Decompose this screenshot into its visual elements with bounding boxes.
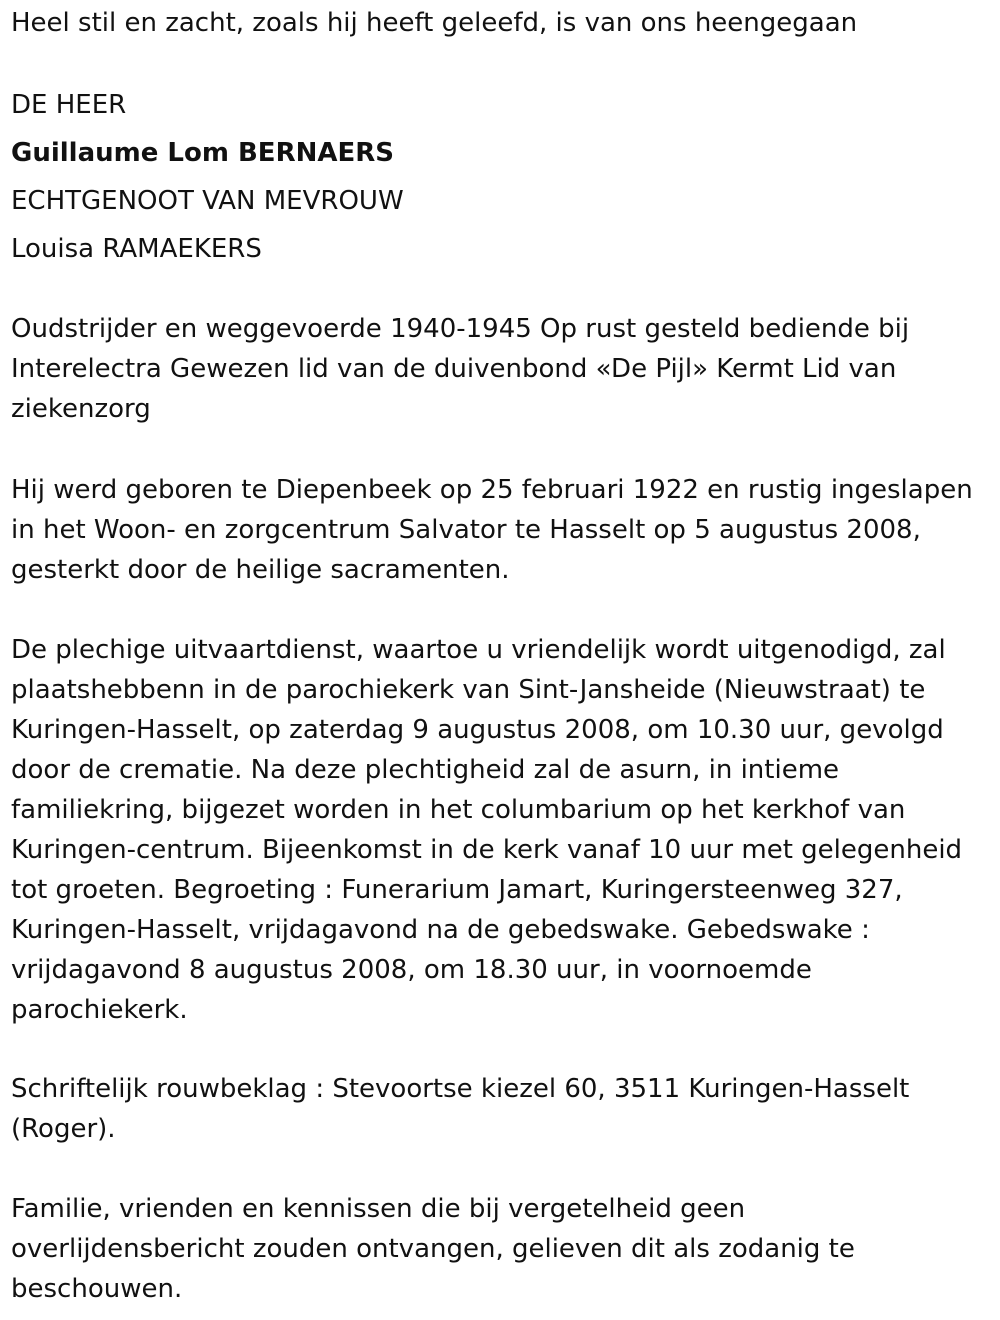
- title-text: DE HEER: [11, 90, 127, 120]
- closing-line: beschouwen.: [11, 1274, 183, 1304]
- birth-death-line: Hij werd geboren te Diepenbeek op 25 februari 1922 en rustig ingeslapen: [11, 475, 973, 505]
- spouse-title: ECHTGENOOT VAN MEVROUW: [11, 186, 404, 216]
- funeral-line: parochiekerk.: [11, 995, 188, 1025]
- funeral-line: tot groeten. Begroeting : Funerarium Jamart, Kuringersteenweg 327,: [11, 875, 903, 905]
- biography-line: Oudstrijder en weggevoerde 1940-1945 Op rust gesteld bediende bij: [11, 314, 910, 344]
- funeral-line: familiekring, bijgezet worden in het columbarium op het kerkhof van: [11, 795, 906, 825]
- intro-text: Heel stil en zacht, zoals hij heeft geleefd, is van ons heengegaan: [11, 8, 858, 38]
- condolences-paragraph: [11, 1069, 991, 1149]
- closing-line: Familie, vrienden en kennissen die bij vergetelheid geen: [11, 1194, 746, 1224]
- biography-line: Interelectra Gewezen lid van de duivenbond «De Pijl» Kermt Lid van: [11, 354, 897, 384]
- birth-death-line: in het Woon- en zorgcentrum Salvator te Hasselt op 5 augustus 2008,: [11, 515, 921, 545]
- birth-death-line: gesterkt door de heilige sacramenten.: [11, 555, 510, 585]
- closing-paragraph: [11, 1189, 991, 1309]
- funeral-line: plaatshebbenn in de parochiekerk van Sint-Jansheide (Nieuwstraat) te: [11, 675, 926, 705]
- deceased-name: Guillaume Lom BERNAERS: [11, 138, 394, 168]
- closing-line: overlijdensbericht zouden ontvangen, gelieven dit als zodanig te: [11, 1234, 855, 1264]
- condolences-line: (Roger).: [11, 1114, 116, 1144]
- condolences-line: Schriftelijk rouwbeklag : Stevoortse kiezel 60, 3511 Kuringen-Hasselt: [11, 1074, 910, 1104]
- funeral-line: Kuringen-centrum. Bijeenkomst in de kerk vanaf 10 uur met gelegenheid: [11, 835, 963, 865]
- funeral-paragraph: [11, 630, 991, 1030]
- funeral-line: door de crematie. Na deze plechtigheid zal de asurn, in intieme: [11, 755, 840, 785]
- funeral-line: Kuringen-Hasselt, op zaterdag 9 augustus 2008, om 10.30 uur, gevolgd: [11, 715, 944, 745]
- birth-death-paragraph: [11, 470, 991, 590]
- spouse-name: Louisa RAMAEKERS: [11, 234, 262, 264]
- funeral-line: vrijdagavond 8 augustus 2008, om 18.30 uur, in voornoemde: [11, 955, 812, 985]
- biography-paragraph: [11, 309, 991, 429]
- biography-line: ziekenzorg: [11, 394, 151, 424]
- funeral-line: De plechige uitvaartdienst, waartoe u vriendelijk wordt uitgenodigd, zal: [11, 635, 946, 665]
- funeral-line: Kuringen-Hasselt, vrijdagavond na de gebedswake. Gebedswake :: [11, 915, 870, 945]
